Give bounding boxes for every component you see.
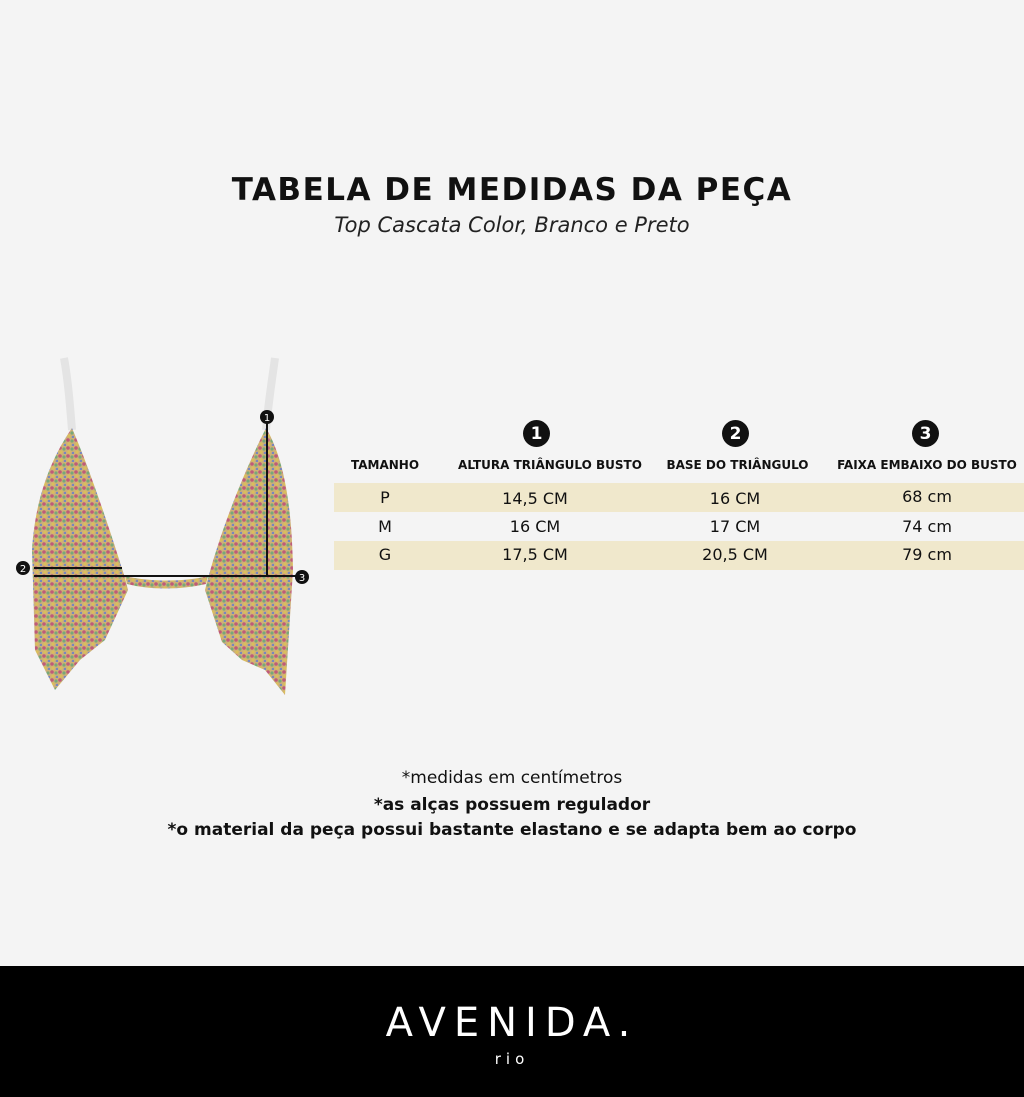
column-number-1: 1 [523,420,550,447]
column-number-2: 2 [722,420,749,447]
marker-3-icon [295,570,309,584]
marker-2-label: 2 [19,564,27,575]
table-cell-altura: 16 CM [509,517,561,536]
column-header-base: BASE DO TRIÂNGULO [666,458,809,472]
note-units: *medidas em centímetros [401,768,623,788]
table-cell-faixa: 74 cm [902,517,952,536]
table-cell-size: G [378,545,392,564]
table-cell-base: 20,5 CM [702,545,768,564]
center-band [125,576,208,589]
product-diagram [10,350,320,700]
column-header-altura: ALTURA TRIÂNGULO BUSTO [458,458,642,472]
table-cell-base: 17 CM [709,517,761,536]
note-material: *o material da peça possui bastante elastano e se adapta bem ao corpo [167,820,857,840]
table-cell-base: 16 CM [709,489,761,508]
table-cell-faixa: 79 cm [902,545,952,564]
left-cup [32,428,128,690]
marker-1-label: 1 [263,413,271,424]
right-cup [205,428,293,695]
column-number-3: 3 [912,420,939,447]
table-cell-faixa: 68 cm [902,487,952,506]
marker-3-label: 3 [298,573,306,584]
column-header-tamanho: TAMANHO [350,458,420,472]
table-cell-altura: 17,5 CM [502,545,568,564]
page-title: TABELA DE MEDIDAS DA PEÇA [231,172,793,208]
marker-1-icon [260,410,274,424]
table-cell-size: M [378,517,392,536]
table-cell-altura: 14,5 CM [502,489,568,508]
note-straps: *as alças possuem regulador [373,795,651,815]
marker-2-icon [16,561,30,575]
column-header-faixa: FAIXA EMBAIXO DO BUSTO [837,458,1017,472]
left-strap [64,358,72,430]
product-subtitle: Top Cascata Color, Branco e Preto [334,213,690,237]
table-cell-size: P [380,488,390,507]
brand-logo: AVENIDA. [385,1000,639,1046]
brand-sub: rio [494,1050,530,1068]
